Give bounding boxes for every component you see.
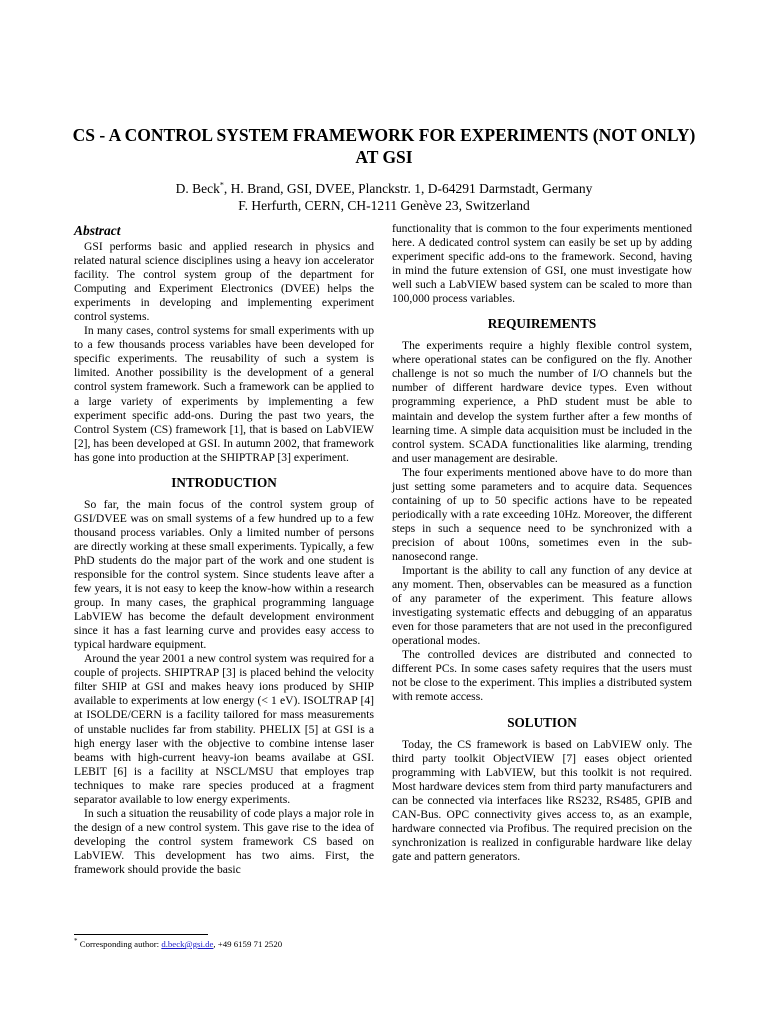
right-column bbox=[392, 222, 692, 864]
introduction-continuation: functionality that is common to the four experiments mentioned here. A dedicated control system can easily be set up by adding experiment specific add-ons to the framework. Second, having in mind the future extension of GSI, one must investigate how well such a LabVIEW based system can be scaled to more than 100,000 process variables. bbox=[392, 222, 692, 306]
requirements-heading: REQUIREMENTS bbox=[487, 316, 597, 332]
requirements-paragraph-4: The controlled devices are distributed and connected to different PCs. In some cases safety requires that the users must not be close to the experiment. This implies a distributed system with remote access. bbox=[392, 648, 692, 704]
introduction-heading: INTRODUCTION bbox=[171, 474, 277, 490]
left-column bbox=[74, 222, 374, 877]
footnote bbox=[74, 939, 282, 950]
abstract-paragraph-1: GSI performs basic and applied research in physics and related natural science disciplines using a heavy ion accelerator facility. The control system group of the department for Computing and Experiment Electronics (DVEE) helps the experiments in developing and implementing experiment control systems. bbox=[74, 240, 374, 324]
corresponding-author-mark: * bbox=[219, 180, 224, 190]
introduction-paragraph-1: So far, the main focus of the control system group of GSI/DVEE was on small systems of a few hundred up to a few thousand process variables. Only a limited number of persons are directly working at these small experiments. Typically, a few PhD students do the major part of the work and one student is responsible for the control system. Since students leave after a few years, it is not easy to keep the know-how within a research group. In many cases, the graphical programming language LabVIEW has become the default development environment since it has a fast learning curve and provides easy access to typical hardware equipment. bbox=[74, 497, 374, 652]
solution-heading: SOLUTION bbox=[507, 714, 577, 730]
paper-title: CS - A CONTROL SYSTEM FRAMEWORK FOR EXPERIMENTS (NOT ONLY) AT GSI bbox=[72, 125, 696, 167]
author-line-1 bbox=[60, 180, 708, 197]
footnote-mark: * bbox=[74, 937, 78, 946]
footnote-rule bbox=[74, 934, 208, 935]
requirements-paragraph-3: Important is the ability to call any function of any device at any moment. Then, observables can be measured as a function of any parameter of the experiment. This feature allows investigating systematic effects and debugging of an apparatus even for those parameters that are not used in the preconfigured operational modes. bbox=[392, 564, 692, 648]
introduction-paragraph-2: Around the year 2001 a new control system was required for a couple of projects. SHIPTRAP [3] is placed behind the velocity filter SHIP at GSI and makes heavy ions produced by SHIP available to experiments at low energy (< 1 eV). ISOLTRAP [4] at ISOLDE/CERN is a facility tailored for mass measurements of unstable nuclides far from stability. PHELIX [5] at GSI is a high energy laser with the objective to combine intense laser beams with high-current heavy-ion beams availabe at GSI. LEBIT [6] is a facility at NSCL/MSU that employes trap techniques to make rare species produced at a fragment separator available to low energy experiments. bbox=[74, 652, 374, 806]
author-email-link[interactable]: d.beck@gsi.de bbox=[161, 939, 214, 949]
abstract-heading: Abstract bbox=[74, 223, 121, 238]
corresponding-author-name: D. Beck bbox=[175, 181, 220, 196]
introduction-paragraph-3: In such a situation the reusability of code plays a major role in the design of a new control system. This gave rise to the idea of developing the control system framework CS based on LabVIEW. This development has two aims. First, the framework should provide the basic bbox=[74, 806, 374, 876]
author-affiliations-1: , H. Brand, GSI, DVEE, Planckstr. 1, D-64291 Darmstadt, Germany bbox=[223, 181, 593, 196]
author-line-2: F. Herfurth, CERN, CH-1211 Genève 23, Switzerland bbox=[238, 198, 530, 213]
abstract-paragraph-2: In many cases, control systems for small experiments with up to a few thousands process variables have been developed for specific experiments. The reusability of such a system is limited. Another possibility is the development of a general control system framework. Such a framework can be applied to a large variety of experiments by implementing a few experiment specific add-ons. During the past two years, the Control System (CS) framework [1], that is based on LabVIEW [2], has been developed at GSI. In autumn 2002, that framework has gone into production at the SHIPTRAP [3] experiment. bbox=[74, 324, 374, 464]
requirements-paragraph-1: The experiments require a highly flexible control system, where operational states can be configured on the fly. Another challenge is not so much the number of I/O channels but the number of different hardware device types. Even without programming experience, a PhD student must be able to maintain and develop the system further after a few months of learning time. A simple data acquisition must be included in the control system. SCADA functionalities like alarming, trending and user management are desirable. bbox=[392, 339, 692, 465]
author-phone: , +49 6159 71 2520 bbox=[213, 939, 283, 949]
solution-paragraph-1: Today, the CS framework is based on LabVIEW only. The third party toolkit ObjectVIEW [7] eases object oriented programming with LabVIEW, but this toolkit is not required. Most hardware devices stem from third party manufacturers and can be connected via interfaces like RS232, RS485, GPIB and CAN-Bus. OPC connectivity gives access to, as an example, hardware connected via Profibus. The required precision on the synchronization is realized in configurable hardware like delay gate and pattern generators. bbox=[392, 737, 692, 863]
requirements-paragraph-2: The four experiments mentioned above have to do more than just setting some parameters and to acquire data. Sequences containing of up to 50 specific actions have to be repeated periodically with a rate exceeding 10Hz. Moreover, the different steps in such a sequence need to be synchronized with a precision of about 100ns, sometimes even in the sub-nanosecond range. bbox=[392, 465, 692, 563]
footnote-label: Corresponding author: bbox=[77, 939, 162, 949]
